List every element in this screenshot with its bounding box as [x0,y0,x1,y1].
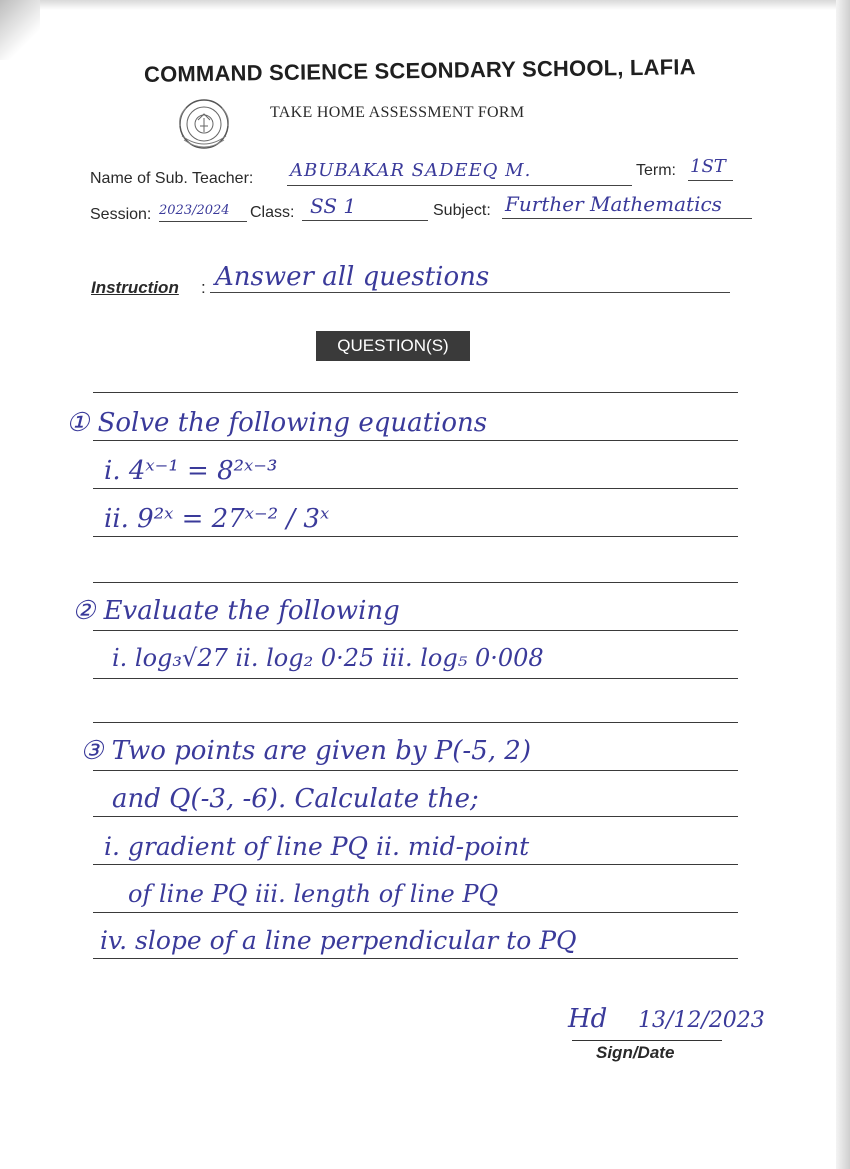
instruction-colon: : [201,278,206,297]
ruled-line [93,816,738,817]
teacher-label: Name of Sub. Teacher: [90,170,254,187]
question-1-heading: ① Solve the following equations [66,408,488,438]
subject-value: Further Mathematics [505,192,722,216]
questions-banner: QUESTION(S) [316,331,470,361]
term-value: 1ST [690,156,726,177]
school-name-text: COMMAND SCIENCE SCEONDARY SCHOOL, LAFIA [143,54,697,87]
session-value: 2023/2024 [159,203,230,218]
instruction-underline [210,292,730,293]
question-1-part-i: i. 4ˣ⁻¹ = 8²ˣ⁻³ [104,456,278,486]
ruled-line [93,912,738,913]
school-name-heading [0,54,850,87]
question-3-part-ii-iii: of line PQ iii. length of line PQ [128,880,499,908]
signature-date: 13/12/2023 [638,1008,765,1033]
ruled-line [93,392,738,393]
scan-folded-corner [0,0,40,60]
session-label: Session: [90,206,152,223]
term-underline [688,180,733,181]
class-underline [302,220,428,221]
question-2-heading: ② Evaluate the following [72,596,400,626]
ruled-line [93,440,738,441]
session-underline [159,221,247,222]
signature-underline [572,1040,722,1041]
scan-edge-right [836,0,850,1169]
sign-date-label: Sign/Date [596,1043,675,1062]
ruled-line [93,630,738,631]
ruled-line [93,958,738,959]
instruction-label: Instruction [91,278,179,297]
school-crest-logo [174,96,234,156]
question-3-part-i-ii: i. gradient of line PQ ii. mid-point [104,832,530,861]
ruled-line [93,536,738,537]
term-label: Term: [636,162,676,179]
ruled-line [93,770,738,771]
instruction-value: Answer all questions [215,262,490,292]
teacher-value: ABUBAKAR SADEEQ M. [290,160,532,181]
ruled-line [93,864,738,865]
question-2-parts: i. log₃√27 ii. log₂ 0·25 iii. log₅ 0·008 [112,644,544,672]
question-3-line-2: and Q(-3, -6). Calculate the; [112,784,479,814]
question-3-heading: ③ Two points are given by P(-5, 2) [80,736,531,766]
ruled-line [93,722,738,723]
class-value: SS 1 [310,194,357,218]
class-label: Class: [250,204,295,221]
question-3-part-iv: iv. slope of a line perpendicular to PQ [100,926,577,955]
ruled-line [93,488,738,489]
subject-label: Subject: [433,202,491,219]
ruled-line [93,678,738,679]
signature-initials: Hd [568,1004,608,1034]
form-title: TAKE HOME ASSESSMENT FORM [270,104,525,121]
scan-edge-top [0,0,850,10]
subject-underline [502,218,752,219]
ruled-line [93,582,738,583]
question-1-part-ii: ii. 9²ˣ = 27ˣ⁻² / 3ˣ [104,504,330,534]
teacher-underline [287,185,632,186]
